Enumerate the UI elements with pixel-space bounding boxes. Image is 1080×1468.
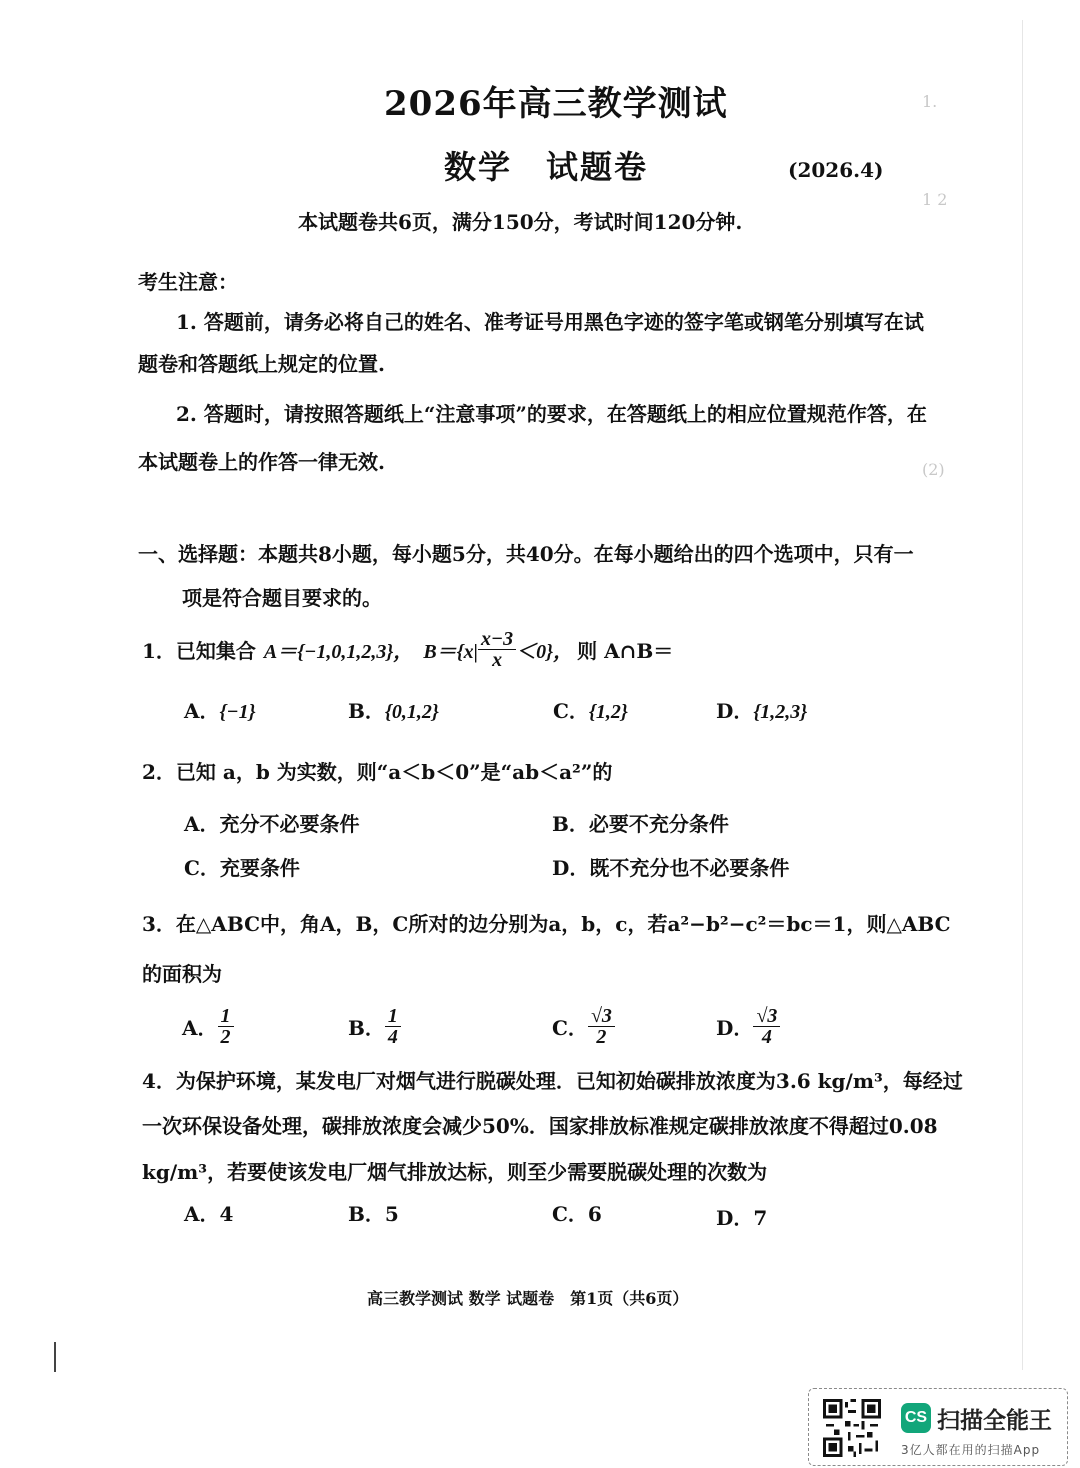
q3-option-c[interactable] [552,998,615,1054]
q2-option-b[interactable] [552,808,729,837]
q1-fraction [478,629,516,670]
qr-code-icon [823,1399,881,1457]
option-label: A． [184,812,220,836]
scanner-app-name: 扫描全能王 [937,1408,1052,1434]
q1-option-b[interactable] [348,695,439,724]
option-value: {0,1,2} [384,701,439,723]
question-2-stem: 2．已知 a，b 为实数，则“a＜b＜0”是“ab＜a²”的 [142,760,613,784]
question-4-stem-cont-2: kg/m³，若要使该发电厂烟气排放达标，则至少需要脱碳处理的次数为 [142,1160,768,1184]
option-fraction [385,1006,401,1047]
option-label: C． [553,699,589,723]
page-footer: 高三教学测试 数学 试题卷 第1页（共6页） [367,1289,689,1308]
q1-fraction-numerator: x−3 [478,629,516,650]
notice-item-2-line-1: 2. 答题时，请按照答题纸上“注意事项”的要求，在答题纸上的相应位置规范作答，在 [176,402,927,426]
q3-option-a[interactable] [182,998,234,1054]
option-label: B． [348,699,385,723]
fraction-denominator: 2 [220,1025,231,1048]
option-label: B． [348,1015,385,1040]
option-label: A． [182,1015,218,1040]
option-label: D． [716,699,754,723]
q1-option-d[interactable] [716,695,807,724]
option-value: {1,2} [588,701,628,723]
q2-option-c[interactable] [184,852,300,881]
option-label: B． [348,1202,385,1226]
q1-stem-prefix: 1．已知集合 [142,638,256,663]
option-label: D． [716,1015,754,1040]
option-value: 5 [384,1202,399,1226]
question-4-stem: 4．为保护环境，某发电厂对烟气进行脱碳处理．已知初始碳排放浓度为3.6 kg/m³，每经过 [142,1069,963,1093]
option-fraction [753,1006,780,1047]
fraction-numerator: √3 [753,1006,780,1027]
option-value: 6 [587,1202,602,1226]
option-value: {1,2,3} [753,701,808,723]
option-label: D． [716,1206,754,1230]
question-3-stem-cont: 的面积为 [142,962,222,986]
q1-set-a: A＝{−1,0,1,2,3}， [263,640,414,663]
option-value: 既不充分也不必要条件 [589,856,790,880]
bleed-through-mark: (2) [922,460,945,479]
q4-option-d[interactable] [716,1202,767,1231]
section-1-heading: 一、选择题：本题共8小题，每小题5分，共40分。在每小题给出的四个选项中，只有一 [138,542,914,566]
q3-option-b[interactable] [348,998,401,1054]
notice-item-2-line-2: 本试题卷上的作答一律无效. [138,450,385,474]
scan-edge-mark [54,1342,56,1372]
question-4-stem-cont-1: 一次环保设备处理，碳排放浓度会减少50%．国家排放标准规定碳排放浓度不得超过0.08 [142,1114,938,1138]
fraction-numerator: 1 [218,1006,234,1027]
q4-option-b[interactable] [348,1198,399,1227]
q1-stem-suffix: 则 A∩B＝ [577,638,674,663]
q4-option-a[interactable] [184,1198,233,1227]
option-value: 必要不充分条件 [588,812,729,836]
option-fraction [218,1006,234,1047]
bleed-through-mark: 1. [922,92,938,111]
fraction-numerator: 1 [385,1006,401,1027]
option-label: D． [552,856,590,880]
q2-option-a[interactable] [184,808,360,837]
fraction-denominator: 4 [761,1025,772,1048]
notice-item-1-line-1: 1. 答题前，请务必将自己的姓名、准考证号用黑色字迹的签字笔或钢笔分别填写在试 [176,310,924,334]
option-value: {−1} [219,701,256,723]
q3-option-d[interactable] [716,998,780,1054]
q1-option-c[interactable] [553,695,628,724]
option-value: 充要条件 [219,856,300,880]
notice-heading: 考生注意： [138,270,238,294]
question-3-stem: 3．在△ABC中，角A，B，C所对的边分别为a，b，c，若a²−b²−c²＝bc＝1，则△ABC [142,912,951,936]
q1-fraction-denominator: x [492,648,503,671]
scanner-watermark[interactable] [808,1388,1068,1466]
q1-set-b-prefix: B＝{x| [423,640,479,663]
section-1-heading-cont: 项是符合题目要求的。 [182,586,382,610]
fraction-numerator: √3 [588,1006,615,1027]
bleed-through-mark: 1 2 [922,190,948,209]
option-label: A． [184,699,220,723]
option-fraction [588,1006,615,1047]
option-label: B． [552,812,589,836]
option-value: 4 [219,1202,234,1226]
option-label: C． [552,1202,588,1226]
option-value: 充分不必要条件 [219,812,360,836]
option-label: C． [552,1015,588,1040]
q1-set-b-suffix: ＜0}， [516,640,574,663]
q4-option-c[interactable] [552,1198,602,1227]
q2-option-d[interactable] [552,852,789,881]
question-1-stem [142,624,673,674]
fraction-denominator: 2 [596,1025,607,1048]
option-value: 7 [753,1206,768,1230]
cs-logo-icon: CS [901,1403,931,1433]
page-title: 2026年高三教学测试 [384,84,728,124]
scanner-tagline: 3亿人都在用的扫描App [901,1443,1041,1457]
scan-edge-line [1022,20,1023,1370]
page-subtitle: 数学 试题卷 [444,148,649,186]
q1-option-a[interactable] [184,695,256,724]
option-label: A． [184,1202,220,1226]
exam-date: (2026.4) [788,158,884,182]
fraction-denominator: 4 [387,1025,398,1048]
notice-item-1-line-2: 题卷和答题纸上规定的位置. [138,352,385,376]
option-label: C． [184,856,220,880]
exam-info: 本试题卷共6页，满分150分，考试时间120分钟. [298,210,743,234]
